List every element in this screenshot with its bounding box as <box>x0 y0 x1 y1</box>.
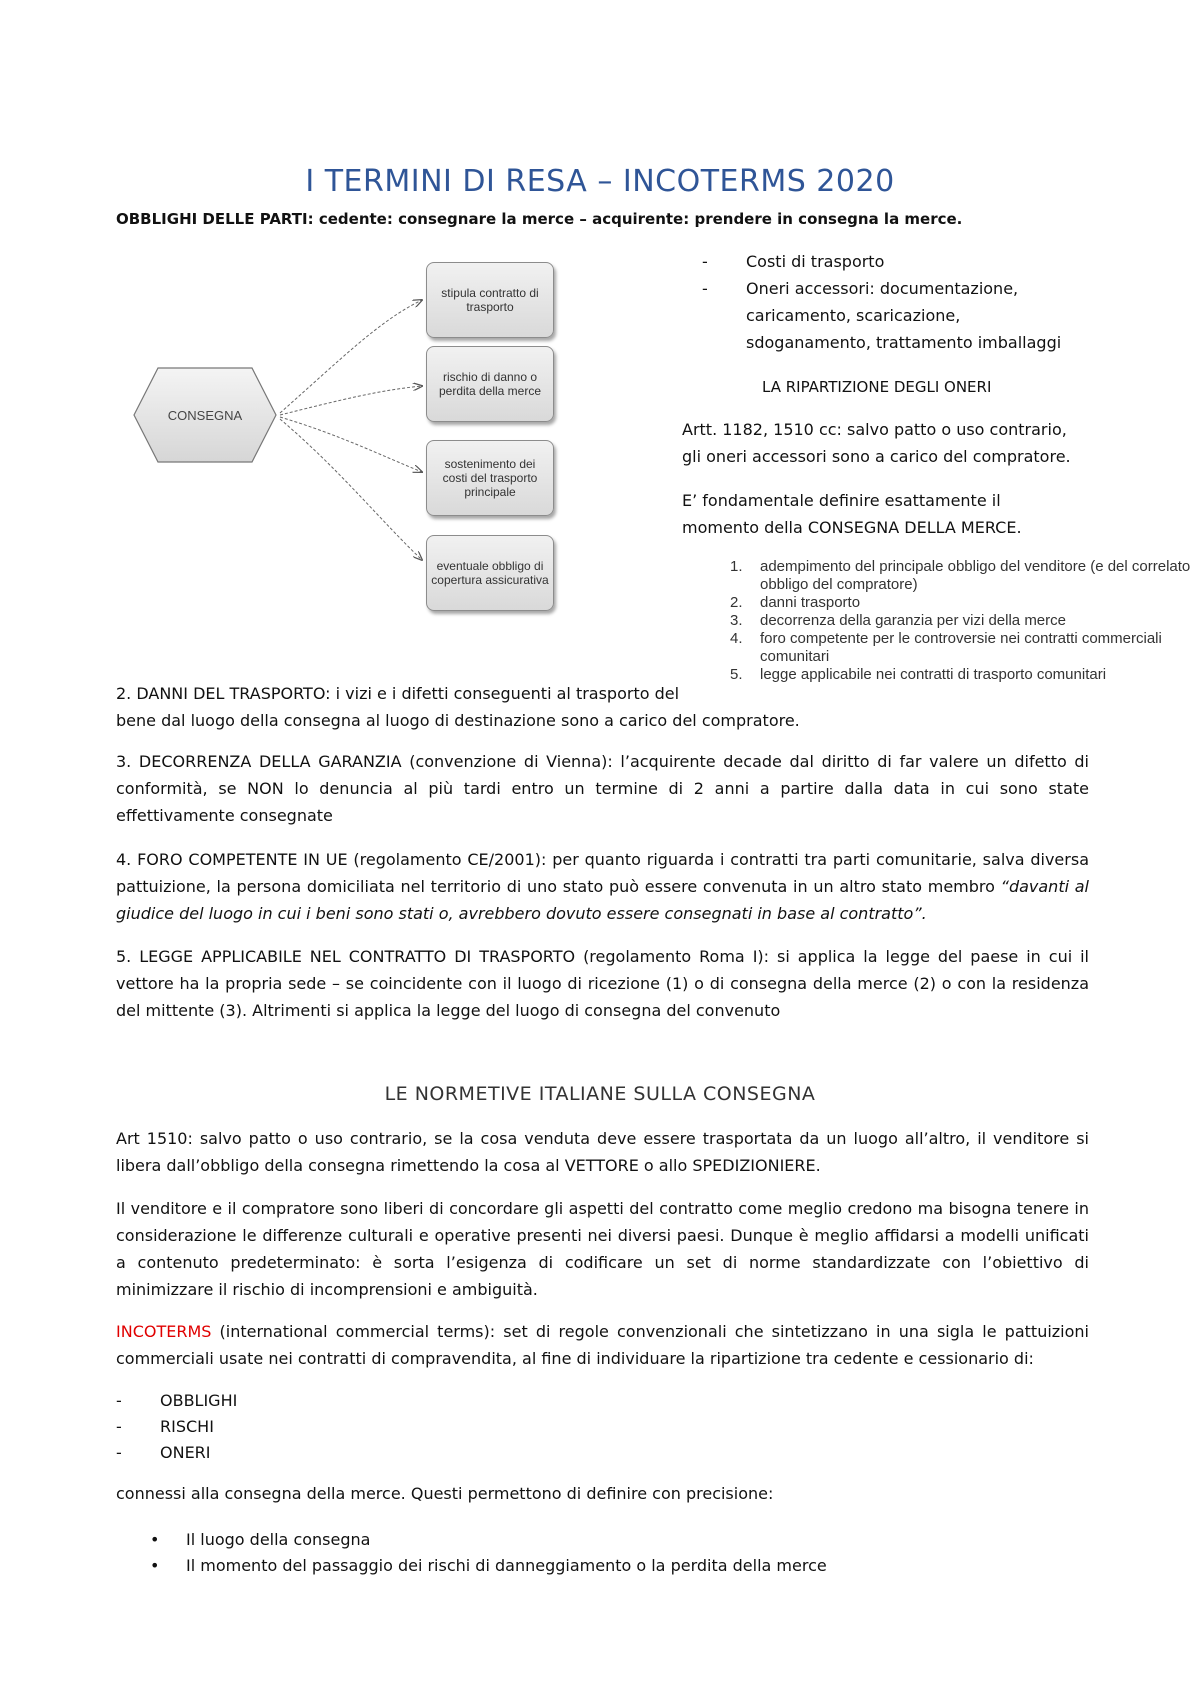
para-danni-line-1: 2. DANNI DEL TRASPORTO: i vizi e i difetti conseguenti al trasporto del <box>116 684 680 703</box>
artt-line-2: gli oneri accessori sono a carico del compratore. <box>682 447 1071 466</box>
artt-line-1: Artt. 1182, 1510 cc: salvo patto o uso contrario, <box>682 420 1067 439</box>
list-item: - ONERI <box>116 1443 211 1462</box>
para-art1510: Art 1510: salvo patto o uso contrario, se la cosa venduta deve essere trasportata da un luogo all’altro, il venditore si libera dall’obbligo della consegna rimettendo la cosa al VETTORE o allo SPEDIZIONIERE. <box>116 1129 1089 1175</box>
list-item: 5. legge applicabile nei contratti di trasporto comunitari <box>730 666 1107 683</box>
dash-item-cont: caricamento, scaricazione, <box>746 306 961 325</box>
fondamentale-line-2: momento della CONSEGNA DELLA MERCE. <box>682 518 1022 537</box>
dash-item-cont: sdoganamento, trattamento imballaggi <box>746 333 1062 352</box>
node-stipula: stipula contratto di trasporto <box>426 262 554 338</box>
para-garanzia: 3. DECORRENZA DELLA GARANZIA (convenzione di Vienna): l’acquirente decade dal diritto di far valere un difetto di conformità, se NON lo denuncia al più tardi entro un termine di 2 anni a partire dalla data in cui sono state effettivamente consegnate <box>116 752 1090 825</box>
dash-list <box>116 1388 237 1466</box>
bullet-list <box>150 1527 827 1579</box>
list-item: - OBBLIGHI <box>116 1391 238 1410</box>
node-sostenimento: sostenimento dei costi del trasporto principale <box>426 440 554 516</box>
list-item: - RISCHI <box>116 1417 214 1436</box>
ripartizione-heading: LA RIPARTIZIONE DEGLI ONERI <box>762 378 992 396</box>
fondamentale-line-1: E’ fondamentale definire esattamente il <box>682 491 1001 510</box>
arrow-4 <box>280 419 422 560</box>
list-item: 2. danni trasporto <box>730 594 861 611</box>
list-item: 3. decorrenza della garanzia per vizi della merce <box>730 612 1066 629</box>
para-incoterms: INCOTERMS (international commercial terms): set di regole convenzionali che sintetizzano in una sigla le pattuizioni commerciali usate nei contratti di compravendita, al fine di individuare la ripartizione tra cedente e cessionario di: <box>116 1322 1089 1368</box>
list-item: • Il luogo della consegna <box>150 1530 371 1549</box>
para-venditore: Il venditore e il compratore sono liberi di concordare gli aspetti del contratto come meglio credono ma bisogna tenere in considerazione le differenze culturali e operative presenti nei diversi paesi. Dunque è meglio affidarsi a modelli unificati a contenuto predeterminato: è sorta l’esigenza di codificare un set di norme standardizzate con l’obiettivo di minimizzare il rischio di incomprensioni e ambiguità. <box>116 1199 1089 1299</box>
para-foro: 4. FORO COMPETENTE IN UE (regolamento CE/2001): per quanto riguarda i contratti tra parti comunitarie, salva diversa pattuizione, la persona domiciliata nel territorio di uno stato può essere convenuta in un altro stato membro “davanti al giudice del luogo in cui i beni sono stati o, avrebbero dovuto essere consegnati in base al contratto”. <box>116 850 1089 923</box>
subtitle: OBBLIGHI DELLE PARTI: cedente: consegnare la merce – acquirente: prendere in consegna la merce. <box>116 210 963 228</box>
numbered-list <box>730 558 1200 684</box>
para-danni-line-2: bene dal luogo della consegna al luogo di destinazione sono a carico del compratore. <box>116 711 800 730</box>
list-item: 1. adempimento del principale obbligo del venditore (e del correlato obbligo del compratore) <box>730 558 1191 593</box>
list-item: • Il momento del passaggio dei rischi di danneggiamento o la perdita della merce <box>150 1556 827 1575</box>
para-connessi: connessi alla consegna della merce. Questi permettono di definire con precisione: <box>116 1484 774 1503</box>
arrow-1 <box>280 300 422 413</box>
section-title: LE NORMETIVE ITALIANE SULLA CONSEGNA <box>384 1083 816 1105</box>
page-title: I TERMINI DI RESA – INCOTERMS 2020 <box>305 164 895 199</box>
node-assicurativa: eventuale obbligo di copertura assicurativa <box>426 535 554 611</box>
consegna-label: CONSEGNA <box>167 408 243 423</box>
node-rischio: rischio di danno o perdita della merce <box>426 346 554 422</box>
list-item: 4. foro competente per le controversie nei contratti commerciali comunitari <box>730 630 1162 665</box>
dash-item: - Oneri accessori: documentazione, <box>702 279 1019 298</box>
para-legge: 5. LEGGE APPLICABILE NEL CONTRATTO DI TRASPORTO (regolamento Roma I): si applica la legge del paese in cui il vettore ha la propria sede – se coincidente con il luogo di ricezione (1) o di consegna della merce (2) o con la residenza del mittente (3). Altrimenti si applica la legge del luogo di consegna del convenuto <box>116 947 1089 1020</box>
arrow-3 <box>280 417 422 472</box>
arrow-2 <box>280 386 422 415</box>
dash-item: - Costi di trasporto <box>702 252 885 271</box>
